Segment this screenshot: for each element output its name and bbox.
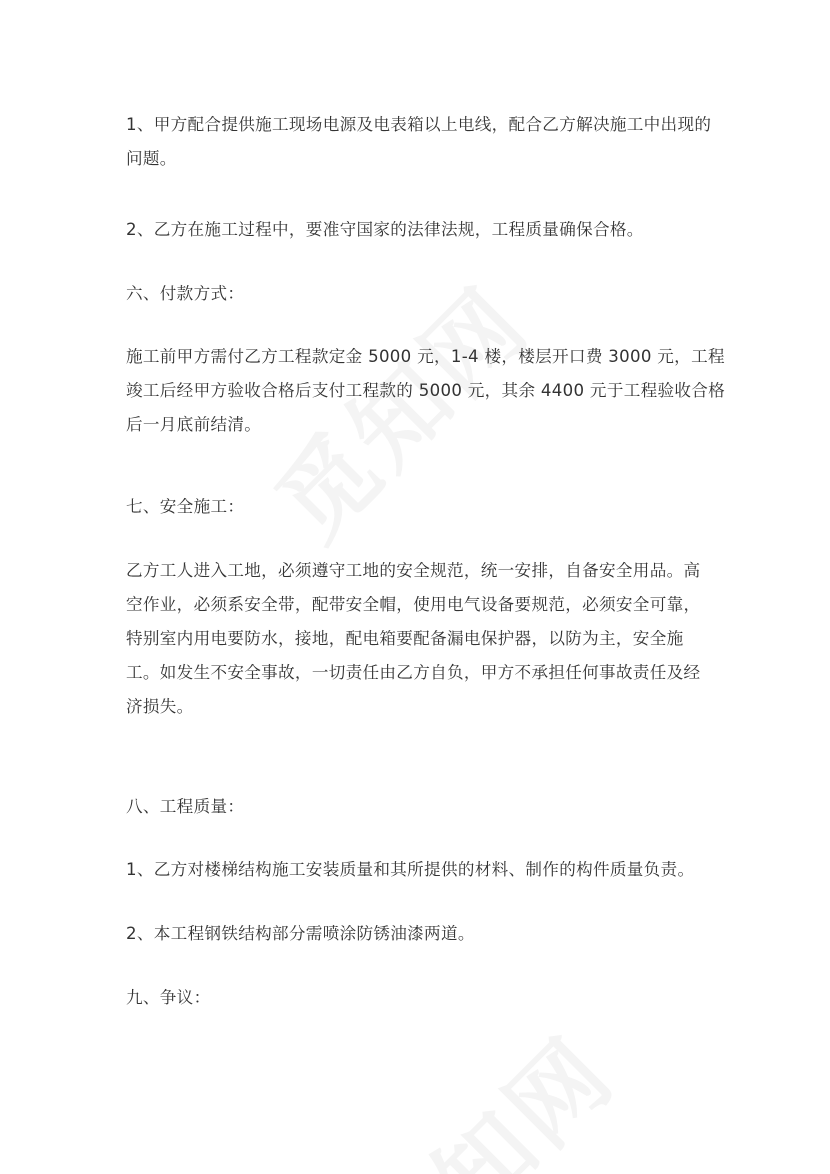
text-line: 济损失。 <box>126 697 194 716</box>
paragraph-payment-terms <box>126 340 726 442</box>
text-line: 1、甲方配合提供施工现场电源及电表箱以上电线，配合乙方解决施工中出现的 <box>126 115 712 134</box>
paragraph-party-b-compliance <box>126 213 706 247</box>
paragraph-quality-responsibility <box>126 853 706 887</box>
heading-safety-construction <box>126 490 706 524</box>
text-line: 空作业，必须系安全带，配带安全帽，使用电气设备要规范，必须安全可靠， <box>126 595 701 614</box>
paragraph-anti-rust-coating <box>126 917 706 951</box>
text-line: 施工前甲方需付乙方工程款定金 5000 元，1-4 楼，楼层开口费 3000 元，工程 <box>126 347 725 366</box>
text-line: 乙方工人进入工地，必须遵守工地的安全规范，统一安排，自备安全用品。高 <box>126 561 701 580</box>
paragraph-party-a-support <box>126 108 712 176</box>
heading-payment-method <box>126 277 706 311</box>
text-line: 问题。 <box>126 149 177 168</box>
section-heading: 九、争议： <box>126 988 211 1007</box>
text-line: 后一月底前结清。 <box>126 415 262 434</box>
paragraph-safety-rules <box>126 554 706 724</box>
heading-engineering-quality <box>126 790 706 824</box>
section-heading: 六、付款方式： <box>126 284 245 303</box>
text-line: 2、乙方在施工过程中，要准守国家的法律法规，工程质量确保合格。 <box>126 220 644 239</box>
heading-disputes <box>126 981 706 1015</box>
text-line: 竣工后经甲方验收合格后支付工程款的 5000 元，其余 4400 元于工程验收合格 <box>126 381 726 400</box>
section-heading: 七、安全施工： <box>126 497 245 516</box>
section-heading: 八、工程质量： <box>126 797 245 816</box>
watermark-logo-bottom <box>326 1002 639 1174</box>
text-line: 2、本工程钢铁结构部分需喷涂防锈油漆两道。 <box>126 924 475 943</box>
text-line: 工。如发生不安全事故，一切责任由乙方自负，甲方不承担任何事故责任及经 <box>126 663 701 682</box>
text-line: 1、乙方对楼梯结构施工安装质量和其所提供的材料、制作的构件质量负责。 <box>126 860 695 879</box>
text-line: 特别室内用电要防水，接地，配电箱要配备漏电保护器，以防为主，安全施 <box>126 629 684 648</box>
